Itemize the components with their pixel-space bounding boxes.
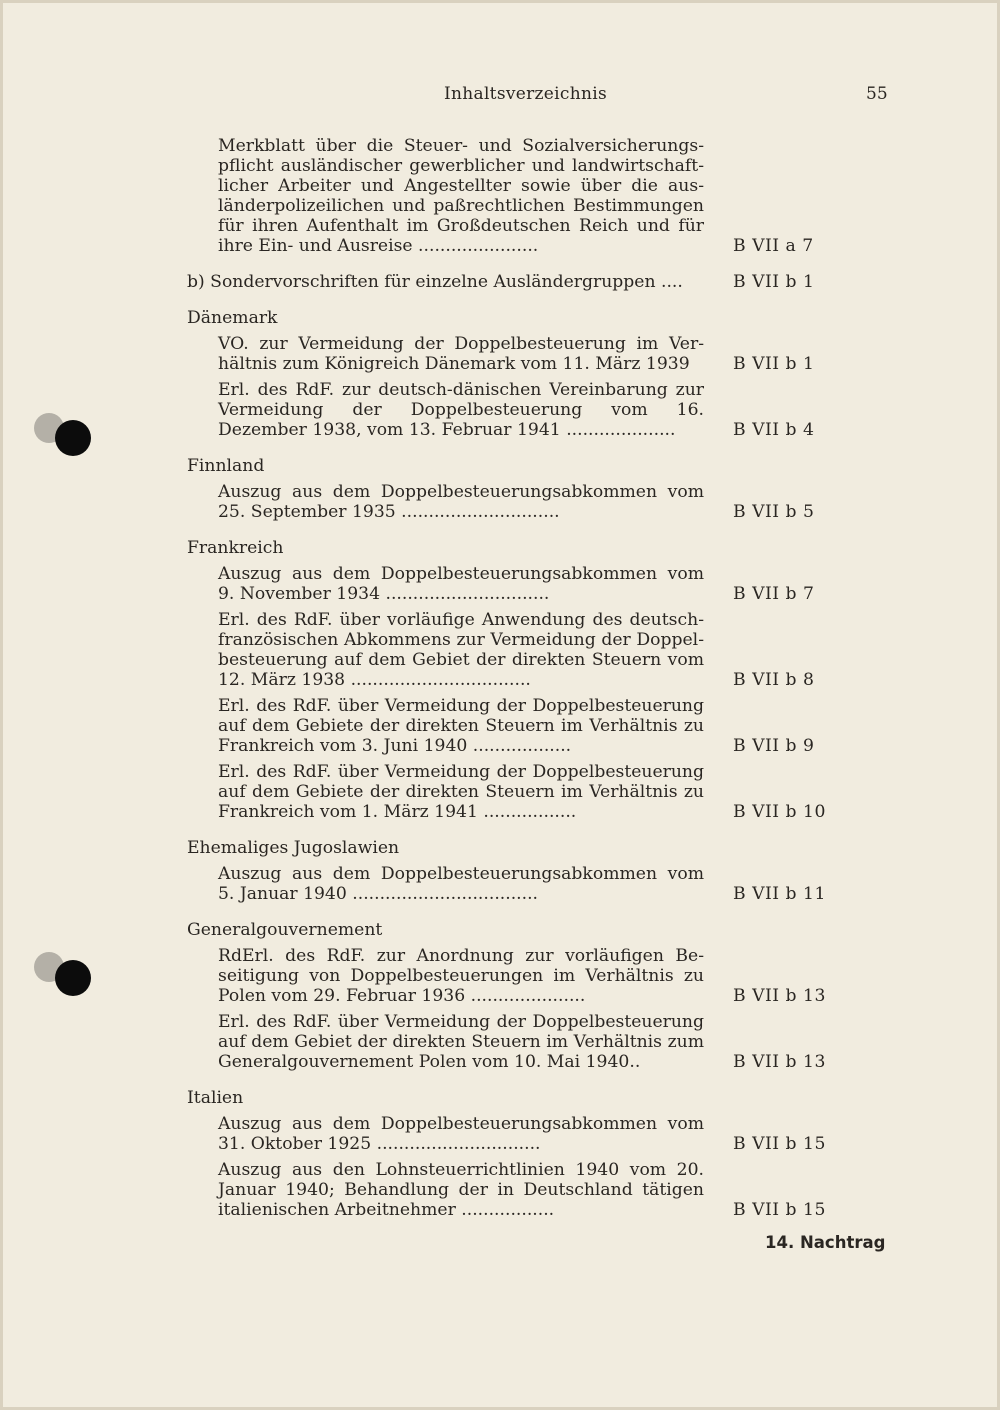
supplement-label: 14. Nachtrag bbox=[765, 1233, 886, 1252]
toc-entry bbox=[187, 696, 847, 756]
section-title: Generalgouvernement bbox=[187, 920, 383, 940]
entry-text: RdErl. des RdF. zur Anordnung zur vorläufigen Beseitigung von Doppelbesteuerungen im Verhältnis zu Polen vom 29. Februar 1936 ..................... bbox=[218, 946, 704, 1006]
entry-ref: B VII b 15 bbox=[733, 1200, 826, 1220]
toc-entry bbox=[187, 482, 847, 522]
page-title: Inhaltsverzeichnis bbox=[444, 84, 607, 104]
punch-hole bbox=[55, 420, 91, 456]
table-of-contents bbox=[187, 136, 847, 1220]
toc-entry bbox=[187, 762, 847, 822]
page-number: 55 bbox=[866, 84, 888, 104]
entry-ref: B VII b 9 bbox=[733, 736, 815, 756]
entry-text: Auszug aus dem Doppelbesteuerungsabkommen vom 31. Oktober 1925 .............................. bbox=[218, 1114, 704, 1154]
entry-text: Auszug aus dem Doppelbesteuerungsabkommen vom 25. September 1935 ............................. bbox=[218, 482, 704, 522]
entry-ref: B VII a 7 bbox=[733, 236, 814, 256]
entry-ref: B VII b 1 bbox=[733, 354, 815, 374]
toc-entry bbox=[187, 564, 847, 604]
entry-ref: B VII b 1 bbox=[733, 272, 815, 292]
entry-text: Merkblatt über die Steuer- und Sozialversicherungspflicht ausländischer gewerblicher und landwirtschaftlicher Arbeiter und Angestellter sowie über die ausländerpolizeilichen und paßrechtlichen Bestimmungen für ihren Aufenthalt im Großdeutschen Reich und für ihre Ein- und Ausreise ...................... bbox=[218, 136, 704, 256]
section-title: Ehemaliges Jugoslawien bbox=[187, 838, 400, 858]
punch-hole bbox=[55, 960, 91, 996]
entry-text: Auszug aus dem Doppelbesteuerungsabkommen vom 5. Januar 1940 .................................. bbox=[218, 864, 704, 904]
entry-ref: B VII b 15 bbox=[733, 1134, 826, 1154]
entry-text: Erl. des RdF. über Vermeidung der Doppelbesteuerung auf dem Gebiet der direkten Steuern im Verhältnis zum Generalgouvernement Polen vom 10. Mai 1940.. bbox=[218, 1012, 704, 1072]
toc-entry bbox=[187, 1114, 847, 1154]
toc-entry bbox=[187, 1160, 847, 1220]
entry-text: Erl. des RdF. über Vermeidung der Doppelbesteuerung auf dem Gebiete der direkten Steuern im Verhältnis zu Frankreich vom 1. März 1941 ................. bbox=[218, 762, 704, 822]
entry-ref: B VII b 13 bbox=[733, 986, 826, 1006]
section-title: Finnland bbox=[187, 456, 265, 476]
entry-text: b) Sondervorschriften für einzelne Ausländergruppen .... bbox=[187, 272, 683, 292]
entry-ref: B VII b 8 bbox=[733, 670, 815, 690]
entry-text: VO. zur Vermeidung der Doppelbesteuerung im Verhältnis zum Königreich Dänemark vom 11. März 1939 bbox=[218, 334, 704, 374]
toc-entry bbox=[187, 334, 847, 374]
toc-entry bbox=[187, 946, 847, 1006]
section-title: Italien bbox=[187, 1088, 244, 1108]
entry-ref: B VII b 10 bbox=[733, 802, 826, 822]
entry-ref: B VII b 7 bbox=[733, 584, 815, 604]
toc-entry bbox=[187, 380, 847, 440]
entry-text: Auszug aus den Lohnsteuerrichtlinien 1940 vom 20. Januar 1940; Behandlung der in Deutschland tätigen italienischen Arbeitnehmer ................. bbox=[218, 1160, 704, 1220]
toc-entry bbox=[187, 136, 847, 256]
entry-ref: B VII b 5 bbox=[733, 502, 815, 522]
entry-ref: B VII b 4 bbox=[733, 420, 815, 440]
toc-entry bbox=[187, 1012, 847, 1072]
entry-ref: B VII b 13 bbox=[733, 1052, 826, 1072]
entry-ref: B VII b 11 bbox=[733, 884, 826, 904]
section-title: Frankreich bbox=[187, 538, 284, 558]
entry-text: Erl. des RdF. über Vermeidung der Doppelbesteuerung auf dem Gebiete der direkten Steuern im Verhältnis zu Frankreich vom 3. Juni 1940 .................. bbox=[218, 696, 704, 756]
toc-entry bbox=[187, 864, 847, 904]
entry-text: Erl. des RdF. zur deutsch-dänischen Vereinbarung zur Vermeidung der Doppelbesteuerung vom 16. Dezember 1938, vom 13. Februar 1941 .................... bbox=[218, 380, 704, 440]
section-title: Dänemark bbox=[187, 308, 278, 328]
entry-text: Erl. des RdF. über vorläufige Anwendung des deutschfranzösischen Abkommens zur Vermeidung der Doppelbesteuerung auf dem Gebiet der direkten Steuern vom 12. März 1938 ................................. bbox=[218, 610, 704, 690]
toc-entry bbox=[187, 272, 847, 292]
toc-entry bbox=[187, 610, 847, 690]
entry-text: Auszug aus dem Doppelbesteuerungsabkommen vom 9. November 1934 .............................. bbox=[218, 564, 704, 604]
